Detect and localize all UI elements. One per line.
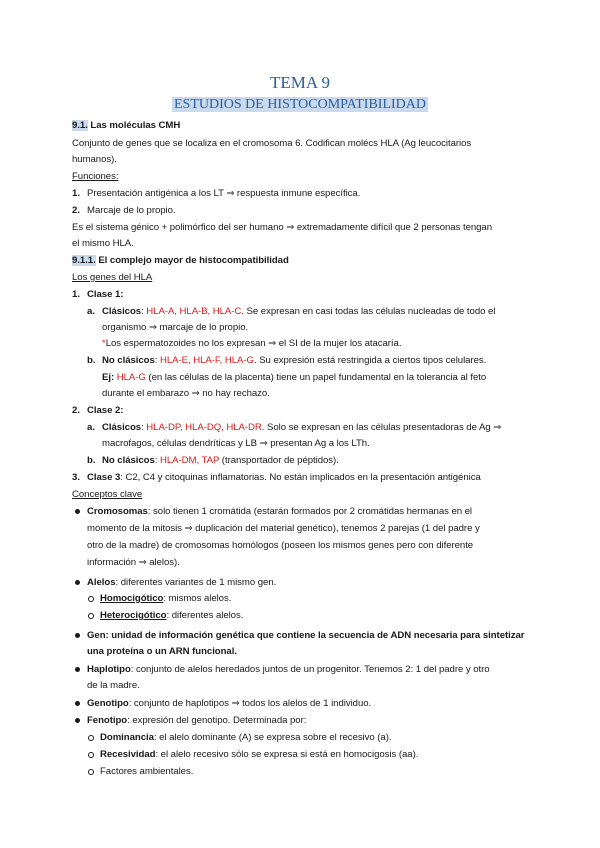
genotipo-text: : conjunto de haplotipos ⇒ todos los alelos de 1 individuo.	[128, 698, 372, 709]
dominancia-label: Dominancia	[100, 732, 154, 743]
bullet-circle	[88, 613, 94, 619]
subtitle-text: ESTUDIOS DE HISTOCOMPATIBILIDAD	[173, 97, 426, 112]
hla-genes: HLA-DP, HLA-DQ, HLA-DR	[146, 422, 262, 433]
section-title: El complejo mayor de histocompatibilidad	[95, 255, 289, 266]
bullet-circle	[88, 596, 94, 602]
list-marker: 2.	[72, 405, 81, 416]
intro-line-2: humanos).	[72, 154, 117, 165]
note-star: *	[102, 338, 106, 349]
factores-ambientales-item: Factores ambientales.	[100, 766, 194, 777]
genotipo-item	[87, 697, 371, 710]
ej-text: (en las células de la placenta) tiene un papel fundamental en la tolerancia al feto	[145, 372, 487, 383]
list-marker: b.	[87, 455, 96, 466]
intro-line-1: Conjunto de genes que se localiza en el cromosoma 6. Codifican molécs HLA (Ag leucocitarios	[72, 138, 472, 149]
heterocigotico-label: Heterocigótico	[100, 610, 167, 621]
clasicos-label: Clásicos	[102, 422, 142, 433]
clase-2-label: Clase 2:	[87, 405, 124, 416]
funcion-item-1: Presentación antigénica a los LT ⇒ respuesta inmune específica.	[87, 188, 361, 199]
espermatozoides-note	[102, 337, 401, 350]
clasicos-text: . Se expresan en casi todas las células nucleadas de todo el	[241, 306, 496, 317]
clase-1-clasicos-line-2: organismo ⇒ marcaje de lo propio.	[102, 322, 249, 333]
clase-1-text: Clase 1	[87, 289, 121, 300]
homocigotico-item	[100, 592, 231, 605]
ej-label: Ej:	[102, 372, 115, 383]
list-marker: 2.	[72, 205, 81, 216]
page-title: TEMA 9	[270, 73, 330, 92]
hla-g-example-line-2: durante el embarazo ⇒ no hay rechazo.	[102, 388, 270, 399]
clase-3-item	[87, 471, 481, 484]
fenotipo-label: Fenotipo	[87, 715, 128, 726]
haplotipo-label: Haplotipo	[87, 664, 131, 675]
alelos-text: : diferentes variantes de 1 mismo gen.	[115, 577, 277, 588]
clase-2-no-clasicos: No clásicos: HLA-DM, TAP (transportador de péptidos).	[102, 455, 339, 466]
no-clasicos-label: No clásicos	[102, 455, 155, 466]
note-text: Los espermatozoides no los expresan ⇒ el SI de la mujer los atacaría.	[105, 338, 402, 349]
cromosomas-text: : solo tienen 1 cromátida (estarán formados por 2 cromátidas hermanas en el	[147, 506, 473, 517]
heterocigotico-text: : diferentes alelos.	[166, 610, 244, 621]
list-marker: 1.	[72, 289, 81, 300]
cromosomas-line-3: otro de la madre) de cromosomas homólogos (poseen los mismos genes pero con diferente	[87, 540, 474, 551]
bullet-circle	[88, 735, 94, 741]
haplotipo-item	[87, 663, 490, 676]
page-subtitle	[0, 96, 600, 114]
hla-genes: HLA-G	[116, 372, 146, 383]
clase-1-clasicos: Clásicos: HLA-A, HLA-B, HLA-C. Se expresan en casi todas las células nucleadas de todo el	[102, 306, 496, 317]
clase-3-label: Clase 3	[87, 472, 121, 483]
clasicos-label: Clásicos	[102, 306, 142, 317]
section-title: Las moléculas CMH	[87, 120, 181, 131]
conceptos-heading: Conceptos clave	[72, 489, 143, 500]
clase-3-text: : C2, C4 y citoquinas inflamatorias. No están implicados en la presentación antigénica	[120, 472, 481, 483]
heterocigotico-item	[100, 609, 243, 622]
bullet-dot	[75, 633, 80, 638]
cromosomas-item	[87, 505, 472, 518]
genotipo-label: Genotipo	[87, 698, 129, 709]
bullet-dot	[75, 701, 80, 706]
hla-g-example	[102, 371, 486, 384]
dominancia-item	[100, 731, 391, 744]
hla-genes: HLA-A, HLA-B, HLA-C	[146, 306, 242, 317]
clasicos-text: . Solo se expresan en las células presentadoras de Ag ⇒	[261, 422, 502, 433]
section-number: 9.1.1.	[72, 255, 96, 266]
no-clasicos-text: (transportador de péptidos).	[219, 455, 339, 466]
hla-genes: HLA-DM, TAP	[160, 455, 220, 466]
haplotipo-text: : conjunto de alelos heredados juntos de un progenitor. Tenemos 2: 1 del padre y otro	[130, 664, 490, 675]
alelos-item	[87, 576, 276, 589]
sistema-line-1: Es el sistema génico + polimórfico del ser humano ⇒ extremadamente difícil que 2 personas tengan	[72, 222, 492, 233]
list-marker: 1.	[72, 188, 81, 199]
fenotipo-item	[87, 714, 306, 727]
cromosomas-line-2: momento de la mitosis ⇒ duplicación del material genético), tenemos 2 parejas (1 del padre y	[87, 523, 480, 534]
funcion-item-2: Marcaje de lo propio.	[87, 205, 176, 216]
clase-2-clasicos-line-2: macrofagos, células dendríticas y LB ⇒ presentan Ag a los LTh.	[102, 438, 370, 449]
clase-2-text: Clase 2	[87, 405, 121, 416]
no-clasicos-label: No clásicos	[102, 355, 155, 366]
list-marker: 3.	[72, 472, 81, 483]
cromosomas-line-4: información ⇒ alelos).	[87, 557, 180, 568]
no-clasicos-text: . Su expresión está restringida a ciertos tipos celulares.	[253, 355, 487, 366]
section-number: 9.1.	[72, 120, 88, 131]
sistema-line-2: el mismo HLA.	[72, 238, 134, 249]
clase-1-label: Clase 1:	[87, 289, 124, 300]
recesividad-text: : el alelo recesivo sólo se expresa si está en homocigosis (aa).	[155, 749, 419, 760]
genes-heading: Los genes del HLA	[72, 272, 153, 283]
gen-line-2: una proteína o un ARN funcional.	[87, 646, 237, 657]
list-marker: b.	[87, 355, 96, 366]
bullet-circle	[88, 752, 94, 758]
cromosomas-label: Cromosomas	[87, 506, 148, 517]
list-marker: a.	[87, 306, 96, 317]
homocigotico-label: Homocigótico	[100, 593, 164, 604]
hla-genes: HLA-E, HLA-F, HLA-G	[160, 355, 254, 366]
recesividad-label: Recesividad	[100, 749, 156, 760]
recesividad-item	[100, 748, 418, 761]
clase-1-no-clasicos: No clásicos: HLA-E, HLA-F, HLA-G. Su expresión está restringida a ciertos tipos celulares.	[102, 355, 487, 366]
bullet-dot	[75, 580, 80, 585]
gen-line-1: Gen: unidad de información genética que contiene la secuencia de ADN necesaria para sintetizar	[87, 630, 525, 641]
section-9-1-1-heading	[72, 254, 289, 267]
clase-2-clasicos: Clásicos: HLA-DP, HLA-DQ, HLA-DR. Solo se expresan en las células presentadoras de Ag ⇒	[102, 422, 502, 433]
funciones-heading: Funciones:	[72, 171, 119, 182]
list-marker: a.	[87, 422, 96, 433]
homocigotico-text: : mismos alelos.	[163, 593, 232, 604]
fenotipo-text: : expresión del genotipo. Determinada por:	[127, 715, 307, 726]
bullet-dot	[75, 509, 80, 514]
bullet-dot	[75, 667, 80, 672]
bullet-circle	[88, 769, 94, 775]
haplotipo-line-2: de la madre.	[87, 680, 140, 691]
section-9-1-heading	[72, 119, 180, 132]
alelos-label: Alelos	[87, 577, 116, 588]
bullet-dot	[75, 718, 80, 723]
dominancia-text: : el alelo dominante (A) se expresa sobre el recesivo (a).	[153, 732, 392, 743]
